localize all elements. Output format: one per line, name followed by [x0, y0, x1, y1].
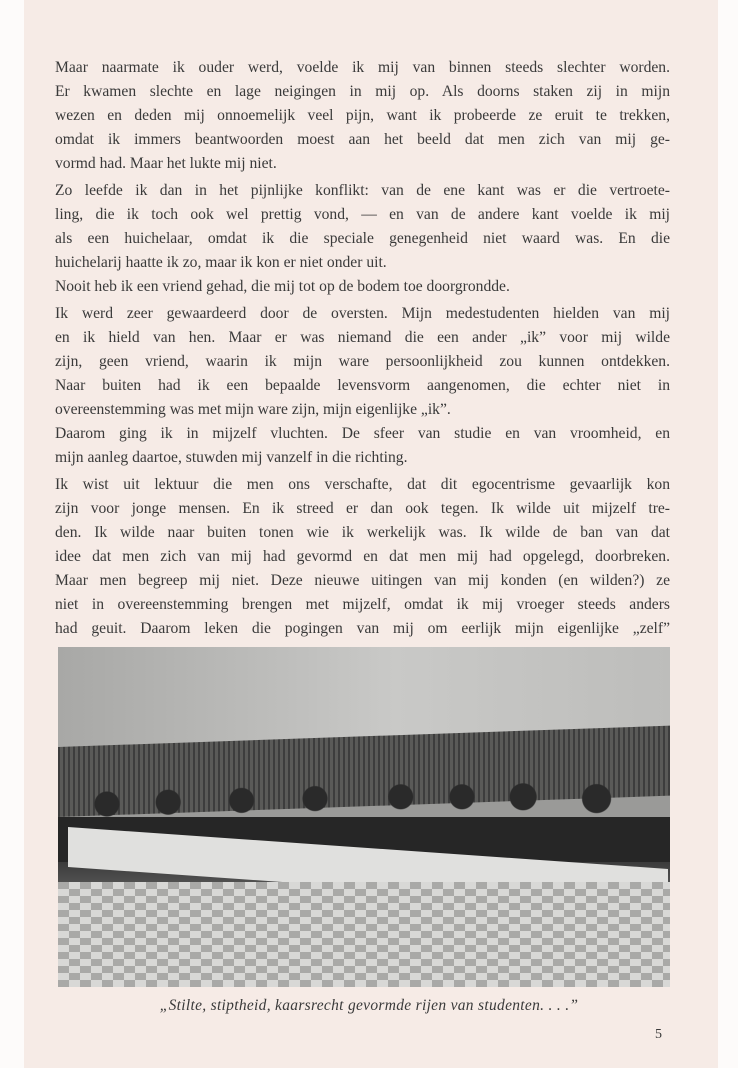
text-line: zijn, geen vriend, waarin ik mijn ware persoonlijkheid zou kunnen ontdekken. [55, 353, 670, 370]
text-line: den. Ik wilde naar buiten tonen wie ik werkelijk was. Ik wilde de ban van dat [55, 524, 670, 541]
paragraph [55, 56, 670, 176]
paragraph [55, 179, 670, 299]
text-line: Maar men begreep mij niet. Deze nieuwe uitingen van mij konden (en wilden?) ze [55, 572, 670, 589]
text-line: en ik hield van hen. Maar er was niemand die een ander „ik” voor mij wilde [55, 329, 670, 346]
text-line: Naar buiten had ik een bepaalde levensvorm aangenomen, die echter niet in [55, 377, 670, 394]
photo-floor [58, 882, 670, 987]
text-line: Ik werd zeer gewaardeerd door de oversten. Mijn medestudenten hielden van mij [55, 305, 670, 322]
text-line: vormd had. Maar het lukte mij niet. [55, 155, 277, 172]
body-text [55, 56, 670, 644]
text-line: ling, die ik toch ook wel prettig vond, — en van de andere kant voelde ik mij [55, 206, 670, 223]
text-line: overeenstemming was met mijn ware zijn, mijn eigenlijke „ik”. [55, 401, 451, 418]
text-line: omdat ik immers beantwoorden moest aan het beeld dat men zich van mij ge- [55, 131, 670, 148]
text-line: Ik wist uit lektuur die men ons verschafte, dat dit egocentrisme gevaarlijk kon [55, 476, 670, 493]
text-line: Er kwamen slechte en lage neigingen in mij op. Als doorns staken zij in mijn [55, 83, 670, 100]
text-line: niet in overeenstemming brengen met mijzelf, omdat ik mij vroeger steeds anders [55, 596, 670, 613]
text-line: als een huichelaar, omdat ik die speciale genegenheid niet waard was. En die [55, 230, 670, 247]
photo-caption: „Stilte, stiptheid, kaarsrecht gevormde rijen van studenten. . . .” [159, 997, 579, 1014]
paragraph [55, 473, 670, 641]
text-line: zijn voor jonge mensen. En ik streed er dan ook tegen. Ik wilde uit mijzelf tre- [55, 500, 670, 517]
text-line: Maar naarmate ik ouder werd, voelde ik mij van binnen steeds slechter worden. [55, 59, 670, 76]
text-line: huichelarij haatte ik zo, maar ik kon er niet onder uit. [55, 254, 387, 271]
text-line: had geuit. Daarom leken die pogingen van mij om eerlijk mijn eigenlijke „zelf” [55, 620, 670, 637]
page-number: 5 [655, 1027, 662, 1042]
paragraph [55, 302, 670, 470]
text-line: Zo leefde ik dan in het pijnlijke konflikt: van de ene kant was er die vertroete- [55, 182, 670, 199]
text-line: idee dat men zich van mij had gevormd en dat men mij had opgelegd, doorbreken. [55, 548, 670, 565]
text-line: Daarom ging ik in mijzelf vluchten. De sfeer van studie en van vroomheid, en [55, 425, 670, 442]
text-line: mijn aanleg daartoe, stuwden mij vanzelf in die richting. [55, 449, 408, 466]
text-line: Nooit heb ik een vriend gehad, die mij tot op de bodem toe doorgrondde. [55, 278, 510, 295]
refectory-photo [58, 647, 670, 987]
text-line: wezen en deden mij onnoemelijk veel pijn, want ik probeerde ze eruit te trekken, [55, 107, 670, 124]
